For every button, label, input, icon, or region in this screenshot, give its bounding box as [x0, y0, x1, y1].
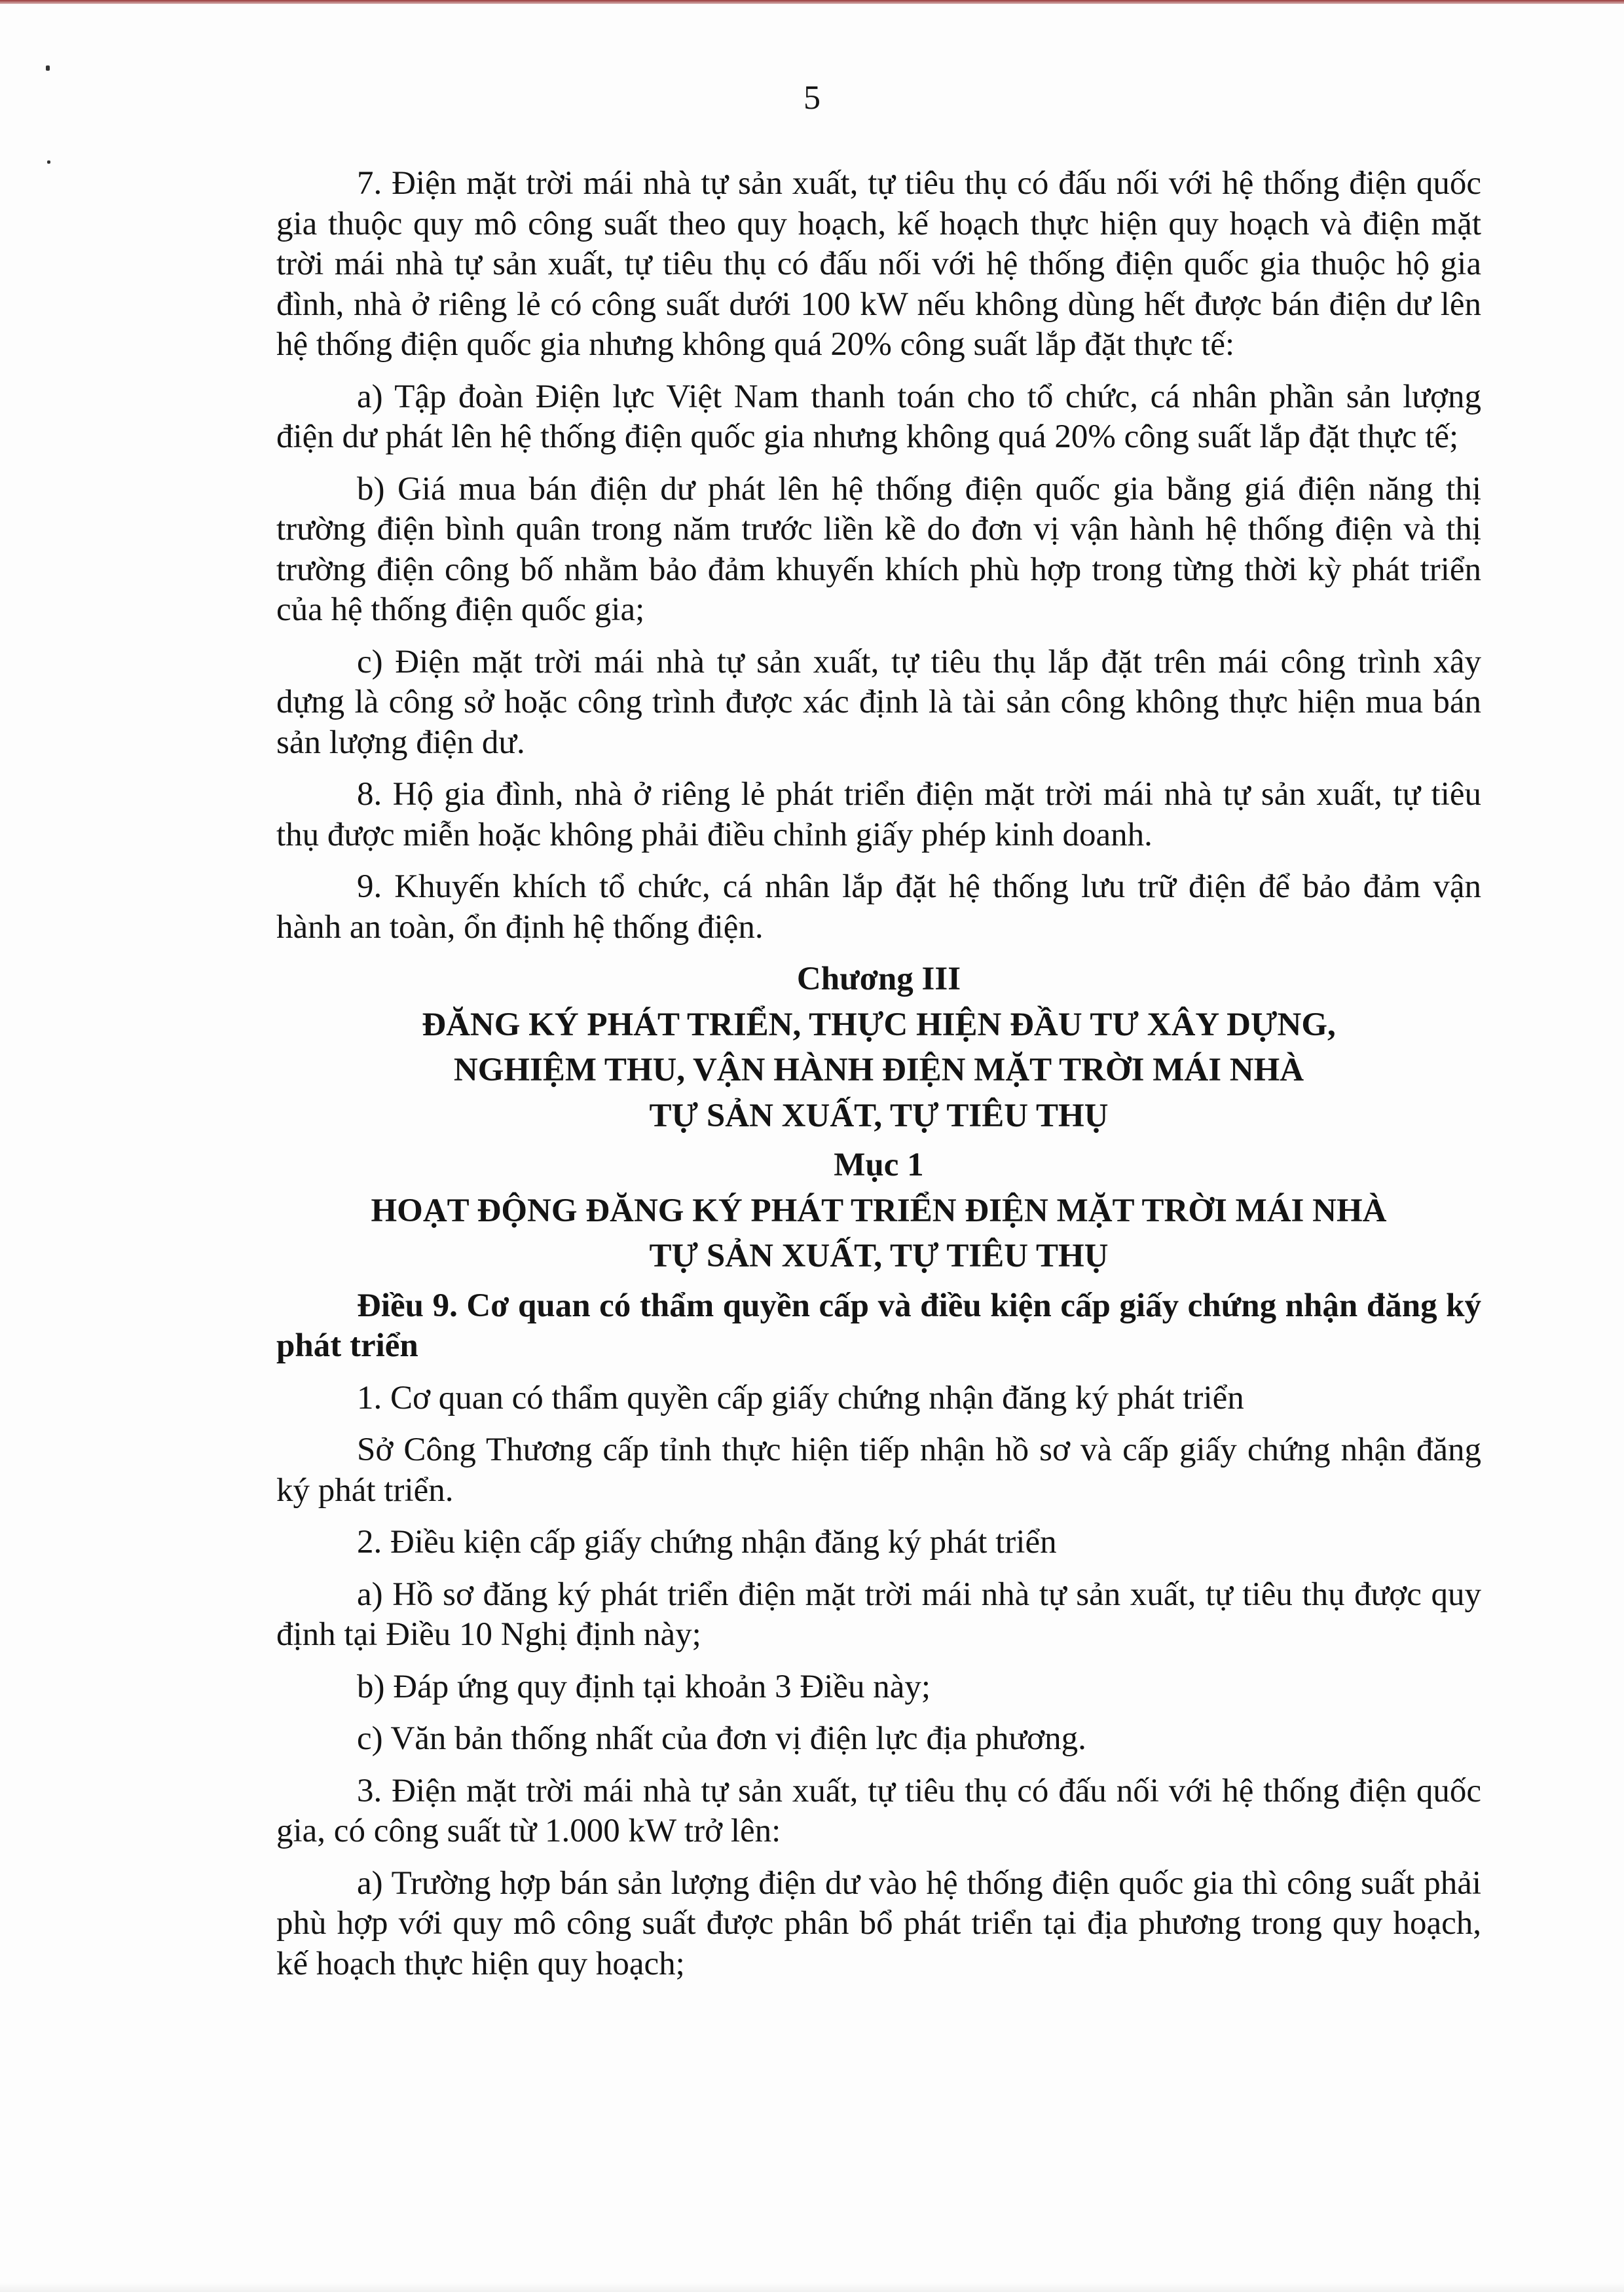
- article-paragraph: a) Hồ sơ đăng ký phát triển điện mặt trời mái nhà tự sản xuất, tự tiêu thụ được quy định tại Điều 10 Nghị định này;: [276, 1576, 1481, 1653]
- chapter-title-line-3: TỰ SẢN XUẤT, TỰ TIÊU THỤ: [649, 1097, 1109, 1134]
- chapter-heading: [276, 959, 1481, 1136]
- paragraph-clause-7c: c) Điện mặt trời mái nhà tự sản xuất, tự tiêu thụ lắp đặt trên mái công trình xây dựng là công sở hoặc công trình được xác định là tài sản công không thực hiện mua bán sản lượng điện dư.: [276, 643, 1481, 761]
- section-label: Mục 1: [834, 1147, 924, 1183]
- article-paragraph: 1. Cơ quan có thẩm quyền cấp giấy chứng nhận đăng ký phát triển: [357, 1379, 1244, 1416]
- section-title-line-1: HOẠT ĐỘNG ĐĂNG KÝ PHÁT TRIỂN ĐIỆN MẶT TRỜI MÁI NHÀ: [371, 1192, 1387, 1229]
- article-paragraph: 3. Điện mặt trời mái nhà tự sản xuất, tự tiêu thụ có đấu nối với hệ thống điện quốc gia, có công suất từ 1.000 kW trở lên:: [276, 1772, 1481, 1849]
- article-paragraph: 2. Điều kiện cấp giấy chứng nhận đăng ký phát triển: [357, 1524, 1057, 1561]
- chapter-title-line-2: NGHIỆM THU, VẬN HÀNH ĐIỆN MẶT TRỜI MÁI NHÀ: [453, 1052, 1304, 1088]
- paragraph-clause-7: 7. Điện mặt trời mái nhà tự sản xuất, tự tiêu thụ có đấu nối với hệ thống điện quốc gia thuộc quy mô công suất theo quy hoạch, kế hoạch thực hiện quy hoạch và điện mặt trời mái nhà tự sản xuất, tự tiêu thụ có đấu nối với hệ thống điện quốc gia thuộc hộ gia đình, nhà ở riêng lẻ có công suất dưới 100 kW nếu không dùng hết được bán điện dư lên hệ thống điện quốc gia nhưng không quá 20% công suất lắp đặt thực tế:: [276, 165, 1481, 363]
- article-paragraph: b) Đáp ứng quy định tại khoản 3 Điều này;: [357, 1668, 931, 1705]
- paragraph-clause-8: 8. Hộ gia đình, nhà ở riêng lẻ phát triển điện mặt trời mái nhà tự sản xuất, tự tiêu thụ được miễn hoặc không phải điều chỉnh giấy phép kinh doanh.: [276, 776, 1481, 853]
- article-paragraph: c) Văn bản thống nhất của đơn vị điện lực địa phương.: [357, 1720, 1086, 1757]
- document-body: [276, 164, 1481, 1996]
- chapter-label: Chương III: [796, 961, 961, 997]
- scan-speck: [47, 160, 50, 164]
- paragraph-clause-9: 9. Khuyến khích tổ chức, cá nhân lắp đặt hệ thống lưu trữ điện để bảo đảm vận hành an toàn, ổn định hệ thống điện.: [276, 868, 1481, 946]
- scan-bottom-shade: [0, 2283, 1624, 2292]
- article-paragraph: a) Trường hợp bán sản lượng điện dư vào hệ thống điện quốc gia thì công suất phải phù hợp với quy mô công suất được phân bổ phát triển tại địa phương trong quy hoạch, kế hoạch thực hiện quy hoạch;: [276, 1864, 1481, 1982]
- article-paragraph: Sở Công Thương cấp tỉnh thực hiện tiếp nhận hồ sơ và cấp giấy chứng nhận đăng ký phát triển.: [276, 1432, 1481, 1509]
- scan-top-border: [0, 0, 1624, 4]
- page-number: 5: [803, 79, 821, 117]
- section-title-line-2: TỰ SẢN XUẤT, TỰ TIÊU THỤ: [649, 1238, 1109, 1274]
- article-9-title: Điều 9. Cơ quan có thẩm quyền cấp và điều kiện cấp giấy chứng nhận đăng ký phát triển: [276, 1287, 1481, 1364]
- chapter-title-line-1: ĐĂNG KÝ PHÁT TRIỂN, THỰC HIỆN ĐẦU TƯ XÂY DỰNG,: [422, 1006, 1336, 1043]
- scan-speck: [46, 65, 50, 71]
- paragraph-clause-7a: a) Tập đoàn Điện lực Việt Nam thanh toán cho tổ chức, cá nhân phần sản lượng điện dư phát lên hệ thống điện quốc gia nhưng không quá 20% công suất lắp đặt thực tế;: [276, 378, 1481, 455]
- paragraph-clause-7b: b) Giá mua bán điện dư phát lên hệ thống điện quốc gia bằng giá điện năng thị trường điện bình quân trong năm trước liền kề do đơn vị vận hành hệ thống điện và thị trường điện công bố nhằm bảo đảm khuyến khích phù hợp trong từng thời kỳ phát triển của hệ thống điện quốc gia;: [276, 470, 1481, 628]
- section-heading: [276, 1145, 1481, 1277]
